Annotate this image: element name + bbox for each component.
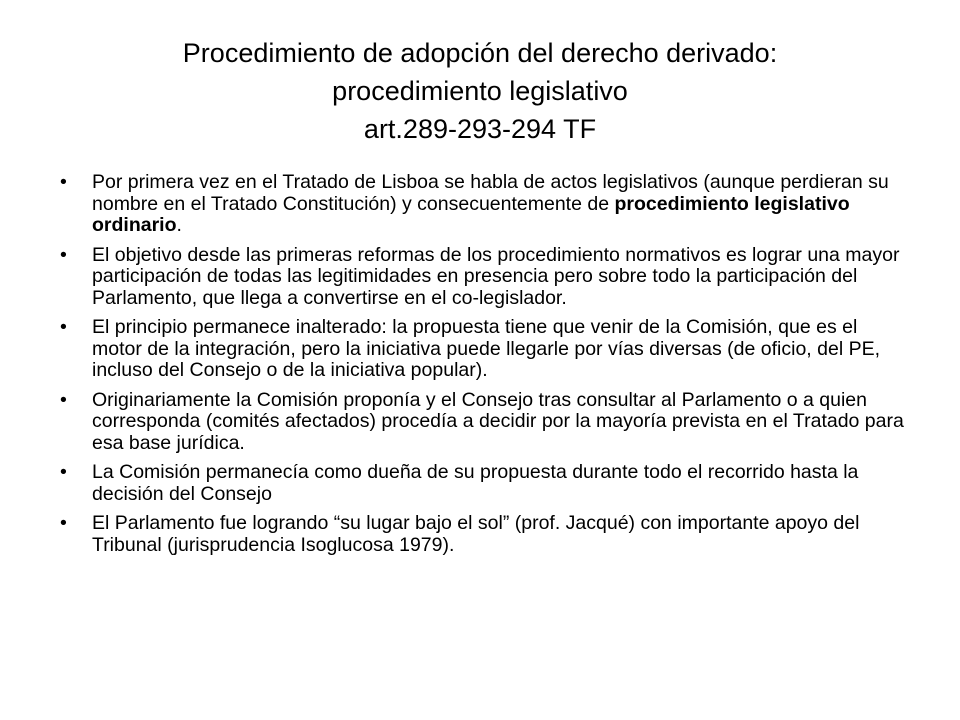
bullet-text: El objetivo desde las primeras reformas de los procedimiento normativos es lograr una mayor participación de todas las legitimidades en presencia pero sobre todo la participación del Parlamento, que llega a convertirse en el co-legislador. [92,243,900,309]
title-line-3: art.289-293-294 TF [363,114,597,144]
bullet-text: El Parlamento fue logrando “su lugar bajo el sol” (prof. Jacqué) con importante apoyo del Tribunal (jurisprudencia Isoglucosa 1979). [92,512,860,556]
bullet-marker: • [60,512,67,534]
bullet-item [60,317,910,382]
bullet-text: El principio permanece inalterado: la propuesta tiene que venir de la Comisión, que es el motor de la integración, pero la iniciativa puede llegarle por vías diversas (de oficio, del PE, incluso del Consejo o de la iniciativa popular). [92,316,881,381]
bullet-item [60,513,910,556]
title-line-2: procedimiento legislativo [332,76,628,106]
slide-title [60,34,900,148]
bullet-marker: • [60,388,67,411]
bullet-marker: • [60,461,67,483]
bullet-list [60,172,910,564]
bullet-text-after: . [176,214,182,236]
bullet-item [60,245,910,310]
bullet-marker: • [60,243,67,266]
bullet-text-bold: procedimiento legislativo ordinario [92,192,850,236]
bullet-text-before: Por primera vez en el Tratado de Lisboa se habla de actos legislativos (aunque perdieran su nombre en el Tratado Constitución) y consecuentemente de [92,171,889,215]
bullet-item [60,172,910,237]
bullet-text: La Comisión permanecía como dueña de su propuesta durante todo el recorrido hasta la decisión del Consejo [92,461,859,505]
bullet-item [60,462,910,505]
bullet-marker: • [60,316,67,338]
title-line-1: Procedimiento de adopción del derecho derivado: [182,38,778,68]
bullet-text: Originariamente la Comisión proponía y el Consejo tras consultar al Parlamento o a quien corresponda (comités afectados) procedía a decidir por la mayoría prevista en el Tratado para esa base jurídica. [92,388,904,454]
bullet-marker: • [60,171,67,193]
bullet-item [60,390,910,455]
